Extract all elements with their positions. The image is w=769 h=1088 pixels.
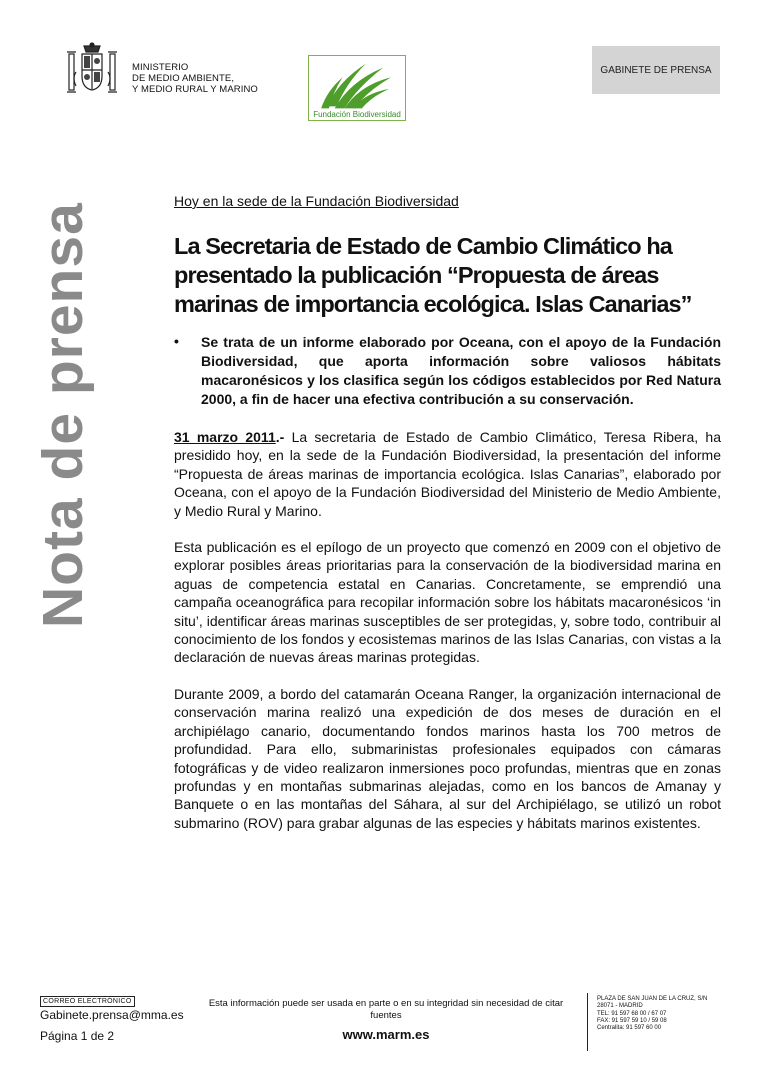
usage-note: Esta información puede ser usada en parte o en su integridad sin necesidad de citar fuentes bbox=[208, 998, 564, 1021]
website-link[interactable]: www.marm.es bbox=[342, 1027, 430, 1042]
ministry-name bbox=[132, 62, 258, 95]
dateline: 31 marzo 2011 bbox=[174, 429, 276, 445]
press-office-label: GABINETE DE PRENSA bbox=[592, 46, 720, 94]
summary-bullet bbox=[174, 333, 721, 409]
address-line: PLAZA DE SAN JUAN DE LA CRUZ, S/N bbox=[597, 996, 708, 1002]
article-kicker: Hoy en la sede de la Fundación Biodiversidad bbox=[174, 193, 459, 209]
address-line: 28071 - MADRID bbox=[597, 1003, 643, 1010]
address-line: Centralita: 91 597 60 00 bbox=[597, 1025, 662, 1032]
side-title: Nota de prensa bbox=[31, 202, 95, 628]
ministry-line: MINISTERIO bbox=[132, 62, 189, 73]
email-label: CORREO ELECTRÓNICO bbox=[40, 996, 135, 1007]
article-headline: La Secretaria de Estado de Cambio Climático ha presentado la publicación “Propuesta de áreas marinas de importancia ecológica. Islas Canarias” bbox=[174, 233, 692, 317]
dateline-separator: .- bbox=[275, 429, 285, 445]
address-block bbox=[597, 996, 707, 1032]
ministry-line: DE MEDIO AMBIENTE, bbox=[132, 73, 235, 84]
email-link[interactable]: Gabinete.prensa@mma.es bbox=[40, 1008, 184, 1022]
ministry-block bbox=[64, 42, 294, 106]
address-line: FAX: 91 597 59 10 / 59 08 bbox=[597, 1017, 667, 1024]
foundation-name: Fundación Biodiversidad bbox=[313, 110, 401, 119]
bullet-icon: • bbox=[174, 333, 179, 349]
paragraph bbox=[174, 428, 721, 520]
address-line: TEL: 91 597 68 00 / 67 07 bbox=[597, 1010, 667, 1017]
paragraph: Esta publicación es el epílogo de un proyecto que comenzó en 2009 con el objetivo de explorar posibles áreas prioritarias para la conservación de la biodiversidad marina en aguas de competencia estatal en Canarias. Concretamente, se emprendió una campaña oceanográfica para recopilar información sobre los hábitats macaronésicos ‘in situ’, identificar áreas marinas susceptibles de ser protegidas, y, sobre todo, contribuir al conocimiento de los fondos y ecosistemas marinos de las Islas Canarias, con vistas a la declaración de nuevas áreas marinas protegidas. bbox=[174, 539, 721, 666]
paragraph-text: La secretaria de Estado de Cambio Climático, Teresa Ribera, ha presidido hoy, en la sede de la Fundación Biodiversidad, la presentación del informe “Propuesta de áreas marinas de importancia ecológica. Islas Canarias”, elaborado por Oceana, con el apoyo de la Fundación Biodiversidad del Ministerio de Medio Ambiente, y Medio Rural y Marino. bbox=[174, 429, 721, 519]
summary-text: Se trata de un informe elaborado por Oceana, con el apoyo de la Fundación Biodiversidad, que aporta información sobre valiosos hábitats macaronésicos y los clasifica según los códigos establecidos por Red Natura 2000, a fin de hacer una efectiva contribución a su conservación. bbox=[201, 334, 721, 407]
page-number: Página 1 de 2 bbox=[40, 1029, 115, 1043]
paragraph: Durante 2009, a bordo del catamarán Oceana Ranger, la organización internacional de conservación marina realizó una expedición de dos meses de duración en el archipiélago canario, documentando fondos marinos hasta los 700 metros de profundidad. Para ello, submarinistas profesionales equipados con cámaras fotográficas y de video realizaron inmersiones poco profundas, mientras que en zonas profundas y en montañas submarinas alejadas, como en los bancos de Amanay y Banquete o en las montañas del Sáhara, al sur del Archipiélago, se utilizó un robot submarino (ROV) para grabar algunas de las especies y hábitats marinos existentes. bbox=[174, 685, 721, 831]
ministry-line: Y MEDIO RURAL Y MARINO bbox=[132, 84, 258, 95]
footer-divider bbox=[587, 993, 588, 1051]
spain-coat-of-arms-icon bbox=[64, 42, 120, 106]
article bbox=[174, 193, 721, 832]
